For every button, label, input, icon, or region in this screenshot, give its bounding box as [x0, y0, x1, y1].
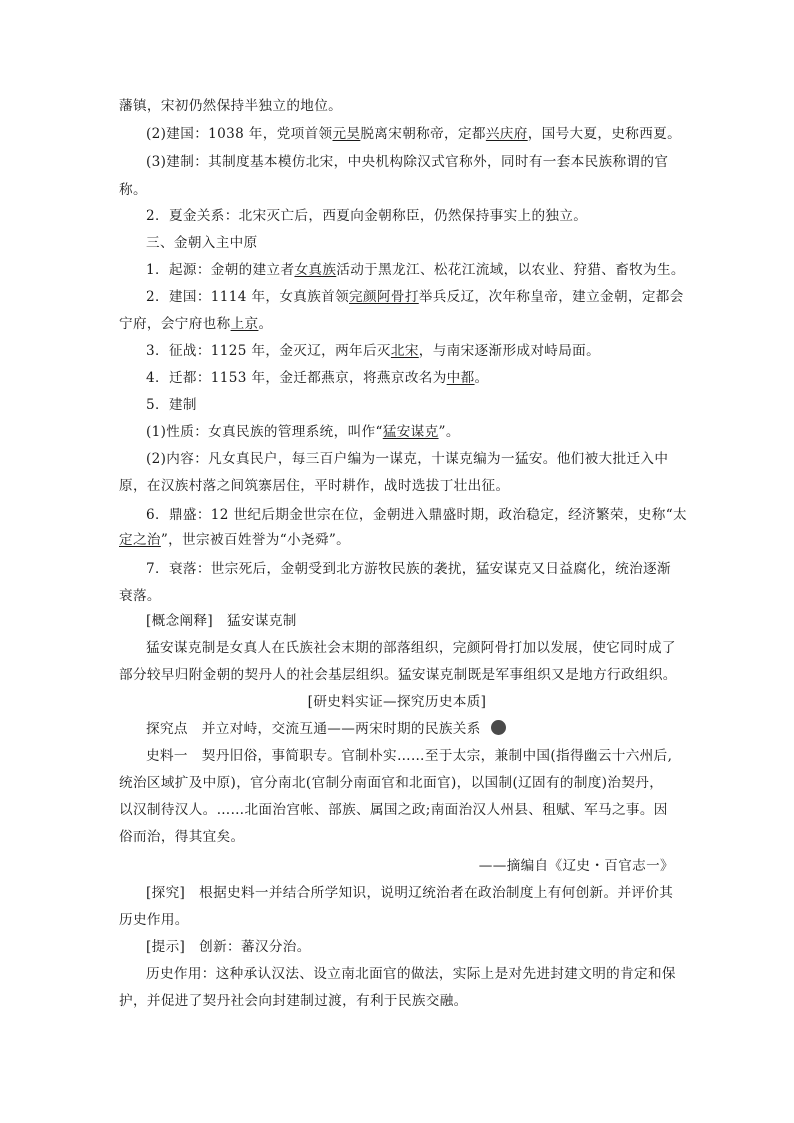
underlined-term-shangjing: 上京	[230, 316, 259, 332]
source-citation	[479, 856, 674, 876]
effect-line1	[146, 964, 676, 984]
text: 3．征战：1125 年，金灭辽，两年后灭	[146, 343, 391, 359]
underlined-term-yuanhao: 元昊	[332, 126, 361, 142]
paragraph-xia-jin-relation	[146, 206, 587, 226]
text: 部分较早归附金朝的契丹人的社会基层组织。猛安谋克制既是军事组织又是地方行政组织。	[119, 667, 677, 683]
paragraph-jin-system	[146, 395, 197, 415]
source-one-line1	[146, 746, 672, 766]
text: 4．迁都：1153 年，金迁都燕京，将燕京改名为	[146, 370, 447, 386]
underlined-term-mengan-mouke: 猛安谋克	[382, 424, 439, 440]
inquiry-question-line1	[146, 883, 673, 903]
underlined-term-nuzhen: 女真族	[294, 262, 337, 278]
text: [概念阐释] 猛安谋克制	[146, 613, 297, 629]
paragraph-jin-system-content-line2	[119, 476, 509, 496]
text: [探究] 根据史料一并结合所学知识，说明辽统治者在政治制度上有何创新。并评价其	[146, 885, 674, 901]
text: (2)建国：1038 年，党项首领	[146, 126, 333, 142]
underlined-term-xingqingfu: 兴庆府	[485, 126, 528, 142]
paragraph-jin-capital-move	[146, 368, 489, 388]
paragraph-jin-founding-line2	[119, 314, 272, 334]
text: ——摘编自《辽史・百官志一》	[478, 858, 674, 874]
text: 。	[258, 316, 273, 332]
paragraph-jin-decline-line2	[119, 586, 161, 606]
underlined-term-aguda: 完颜阿骨打	[349, 289, 419, 305]
research-point	[146, 719, 506, 739]
text: 藩镇，宋初仍然保持半独立的地位。	[119, 98, 343, 114]
text: 历史作用。	[119, 912, 189, 928]
text: (3)建制：其制度基本模仿北宋，中央机构除汉式官称外，同时有一套本民族称谓的官	[146, 154, 669, 170]
text: 俗而治，得其宜矣。	[119, 829, 245, 845]
text: 脱离宋朝称帝，定都	[360, 126, 486, 142]
paragraph-jin-war	[146, 341, 600, 361]
text: (1)性质：女真民族的管理系统，叫作“	[146, 424, 383, 440]
source-one-line3	[119, 800, 668, 820]
paragraph-jin-peak-line2	[119, 530, 350, 550]
text: 1．起源：金朝的建立者	[146, 262, 295, 278]
heading-text: 三、金朝入主中原	[146, 235, 258, 251]
source-one-line4	[119, 827, 245, 847]
paragraph-jin-decline-line1	[146, 559, 671, 579]
text: [研史料实证—探究历史本质]	[307, 694, 487, 710]
effect-line2	[119, 991, 468, 1011]
text: 7．衰落：世宗死后，金朝受到北方游牧民族的袭扰，猛安谋克又日益腐化，统治逐渐	[146, 561, 671, 577]
text: 衰落。	[119, 588, 161, 604]
text: ”，世宗被百姓誉为“小尧舜”。	[160, 532, 351, 548]
text: 6．鼎盛：12 世纪后期金世宗在位，金朝进入鼎盛时期，政治稳定，经济繁荣，史称“太	[146, 507, 687, 523]
section-heading-jin	[146, 233, 258, 253]
text: 探究点 并立对峙，交流互通——两宋时期的民族关系	[146, 721, 481, 737]
paragraph-xixia-founding	[146, 124, 681, 144]
paragraph-jin-peak-line1	[146, 505, 687, 525]
text: 活动于黑龙江、松花江流域，以农业、狩猎、畜牧为生。	[336, 262, 685, 278]
text: (2)内容：凡女真民户，每三百户编为一谋克，十谋克编为一猛安。他们被大批迁入中	[146, 451, 669, 467]
paragraph-xixia-system-line1	[146, 152, 668, 172]
paragraph-jin-origin	[146, 260, 685, 280]
concept-title	[146, 611, 297, 631]
text: 原，在汉族村落之间筑寨居住，平时耕作，战时选拔丁壮出征。	[119, 478, 510, 494]
concept-line2	[119, 665, 677, 685]
text: 史料一 契丹旧俗，事简职专。官制朴实……至于太宗，兼制中国(指得幽云十六州后,	[146, 748, 673, 764]
paragraph-xixia-system-line2	[119, 180, 147, 200]
text: 举兵反辽，次年称皇帝，建立金朝，定都会	[418, 289, 684, 305]
text: 宁府，会宁府也称	[119, 316, 231, 332]
source-one-line2	[119, 773, 663, 793]
paragraph-jin-system-content-line1	[146, 449, 668, 469]
text: 称。	[119, 182, 147, 198]
hint-line	[146, 937, 311, 957]
paragraph-jin-founding-line1	[146, 287, 684, 307]
underlined-term-beisong: 北宋	[390, 343, 419, 359]
concept-line1	[146, 638, 676, 658]
text: ，与南宋逐渐形成对峙局面。	[418, 343, 601, 359]
text: 5．建制	[146, 397, 197, 413]
paragraph-jin-system-nature	[146, 422, 460, 442]
text: 2．建国：1114 年，女真族首领	[146, 289, 350, 305]
text: 护，并促进了契丹社会向封建制过渡，有利于民族交融。	[119, 993, 468, 1009]
text: 。	[474, 370, 489, 386]
underlined-term-zhongdu: 中都	[446, 370, 475, 386]
text: 以汉制待汉人。……北面治宫帐、部族、属国之政;南面治汉人州县、租赋、军马之事。因	[119, 802, 668, 818]
text: [提示] 创新：蕃汉分治。	[146, 939, 311, 955]
research-banner	[0, 692, 794, 712]
inquiry-question-line2	[119, 910, 189, 930]
text: ，国号大夏，史称西夏。	[527, 126, 682, 142]
paragraph-xixia-status	[119, 96, 342, 116]
underlined-term-dazhengzhizhi: 定之治	[119, 532, 161, 548]
text: 2．夏金关系：北宋灭亡后，西夏向金朝称臣，仍然保持事实上的独立。	[146, 208, 588, 224]
text: 猛安谋克制是女真人在氏族社会末期的部落组织，完颜阿骨打加以发展，使它同时成了	[146, 640, 676, 656]
bullet-dot-icon	[491, 720, 506, 735]
text: 历史作用：这种承认汉法、设立南北面官的做法，实际上是对先进封建文明的肯定和保	[146, 966, 676, 982]
text: 统治区域扩及中原)，官分南北(官制分南面官和北面官)，以国制(辽固有的制度)治契丹，	[119, 775, 664, 791]
text: ”。	[438, 424, 460, 440]
